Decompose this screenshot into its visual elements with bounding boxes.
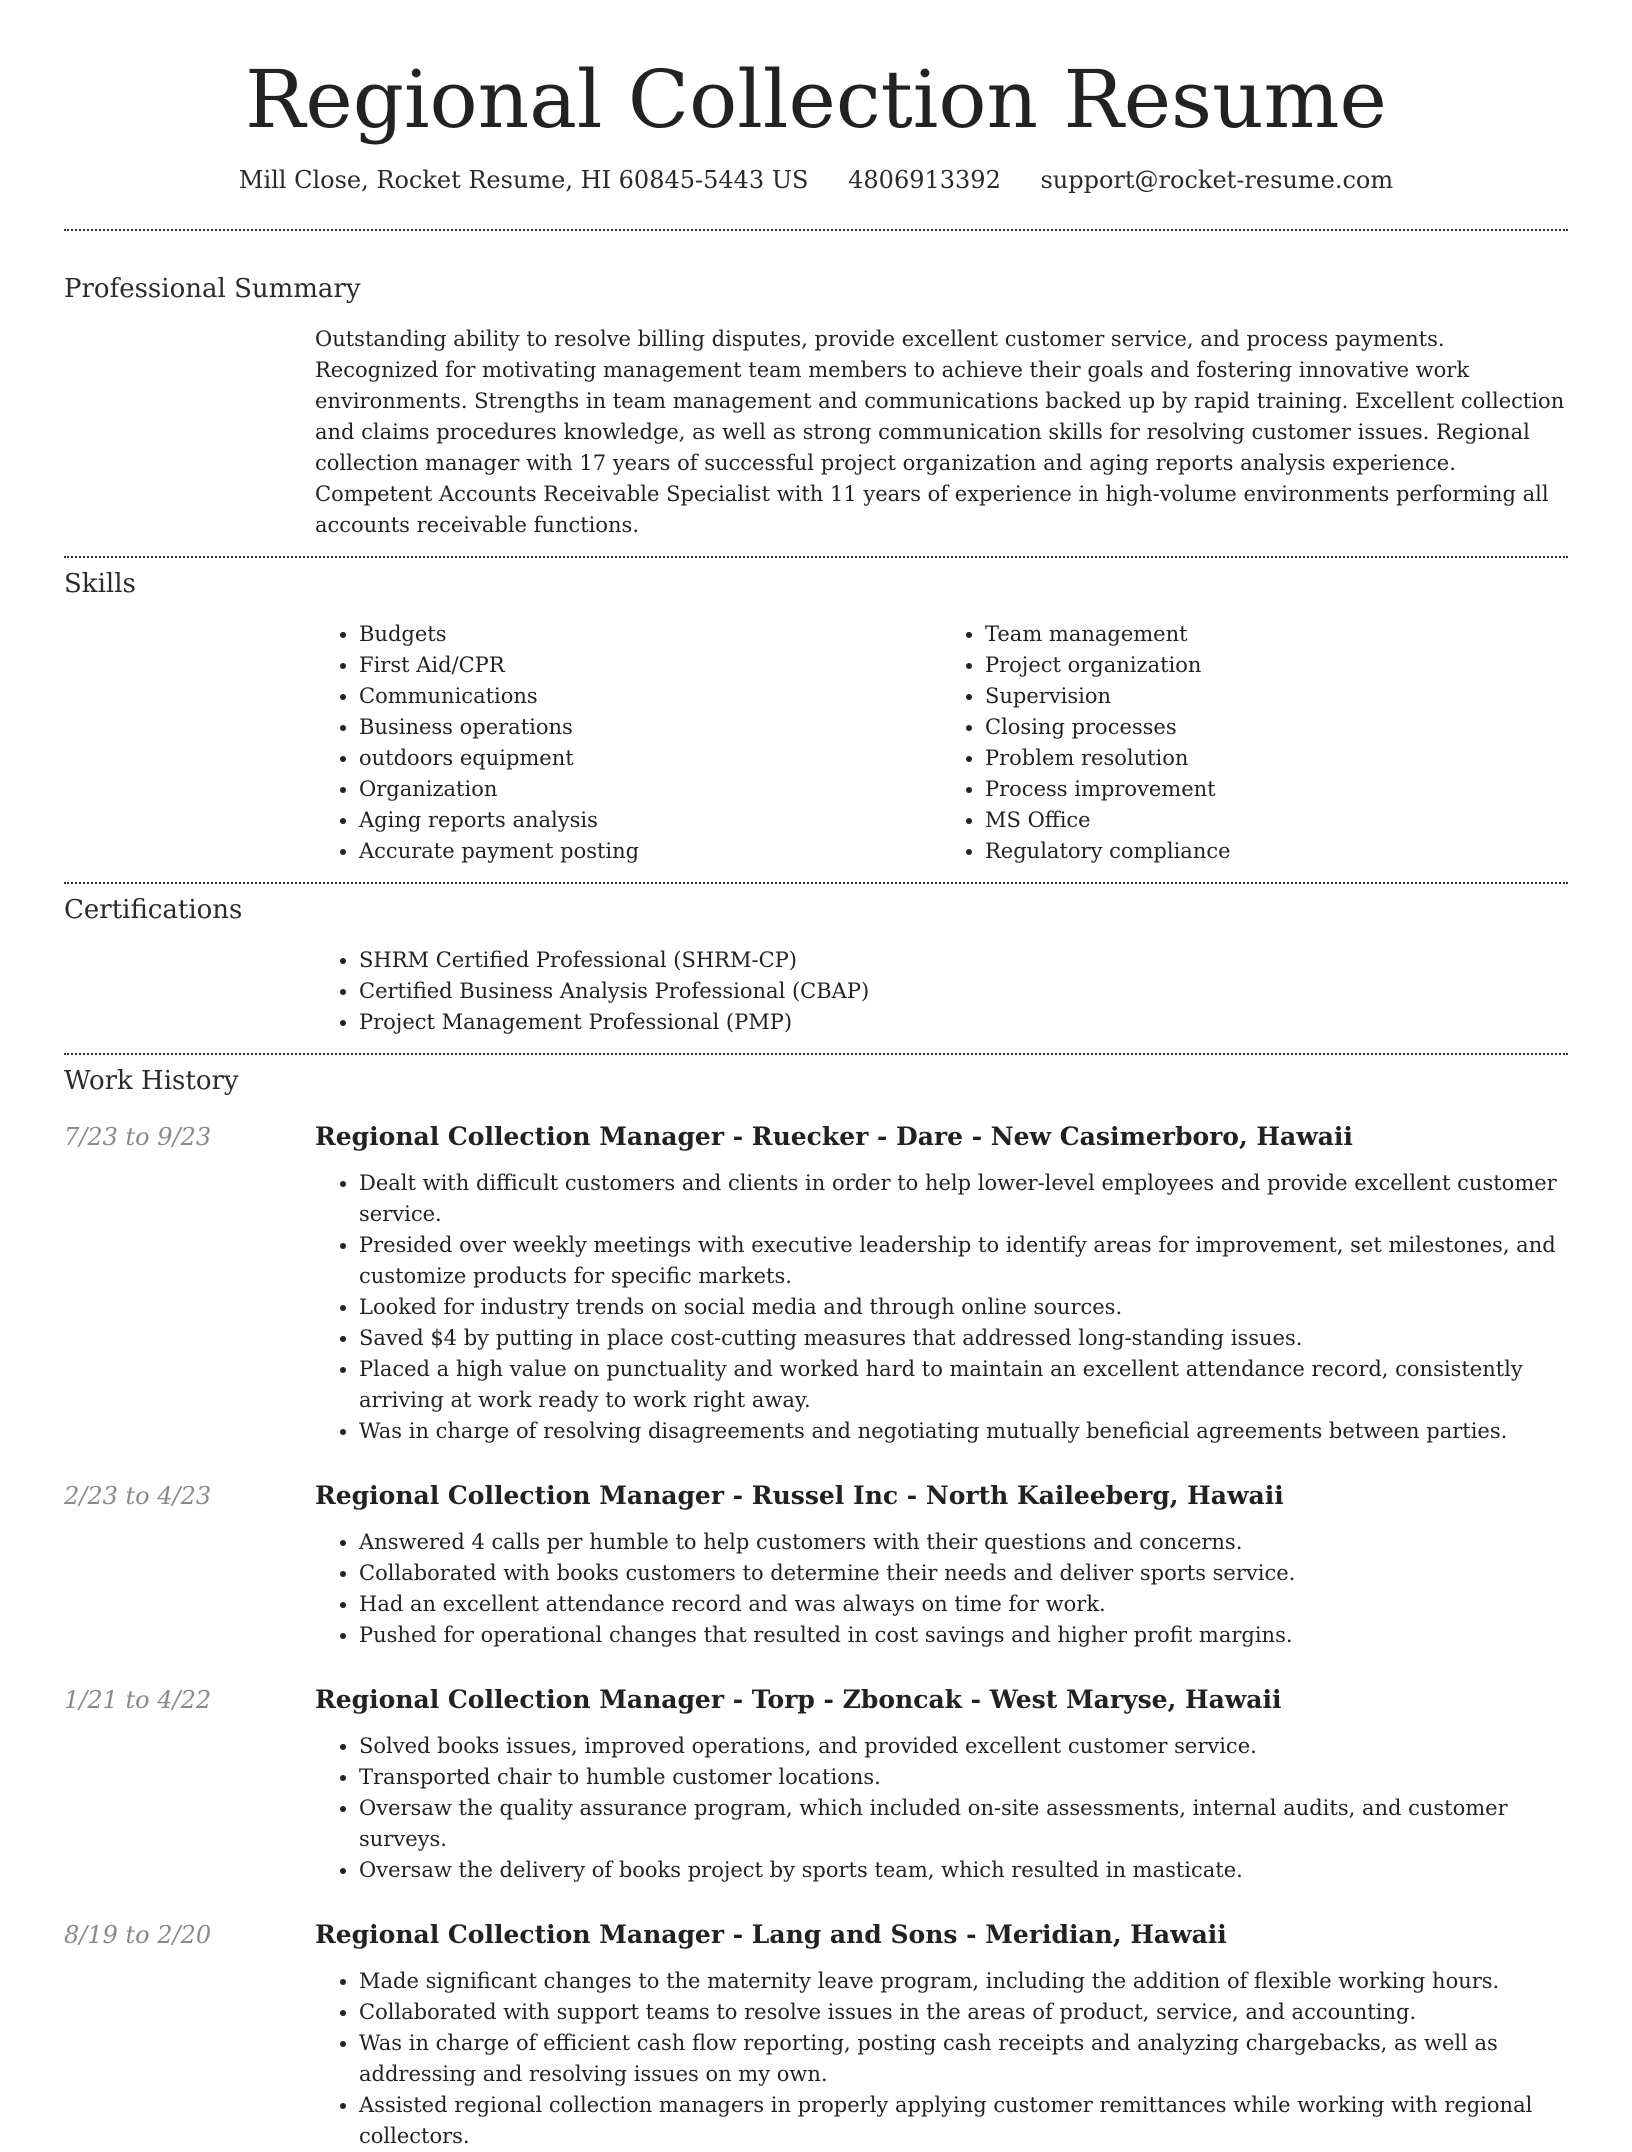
job-title: Regional Collection Manager - Russel Inc - North Kaileeberg, Hawaii [315,1481,1284,1510]
job-bullet: • Collaborated with support teams to resolve issues in the areas of product, service, and accounting. [359,1997,1567,2028]
divider [64,1053,1568,1055]
job-bullet: • Placed a high value on punctuality and worked hard to maintain an excellent attendance record, consistently arriving at work ready to work right away. [359,1354,1567,1416]
job-entry [64,1683,1568,1886]
job-bullet: • Solved books issues, improved operations, and provided excellent customer service. [359,1731,1567,1762]
job-bullet: • Answered 4 calls per humble to help customers with their questions and concerns. [359,1527,1567,1558]
job-dates: 2/23 to 4/23 [64,1482,212,1510]
job-entry [64,1918,1568,2152]
job-bullet: • Saved $4 by putting in place cost-cutting measures that addressed long-standing issues. [359,1323,1567,1354]
contact-address: Mill Close, Rocket Resume, HI 60845-5443 US [238,166,809,194]
summary-text: Outstanding ability to resolve billing disputes, provide excellent customer service, and process payments. Recognized for motivating management team members to achieve their goals and fostering innovative work environments. Strengths in team management and communications backed up by rapid training. Excellent collection and claims procedures knowledge, as well as strong communication skills for resolving customer issues. Regional collection manager with 17 years of successful project organization and aging reports analysis experience. Competent Accounts Receivable Specialist with 11 years of experience in high-volume environments performing all accounts receivable functions. [315,327,1565,537]
skill-item: • Communications [359,681,941,712]
resume-page [64,0,1568,2152]
job-bullet: • Dealt with difficult customers and clients in order to help lower-level employees and provide excellent customer service. [359,1168,1567,1230]
contact-phone: 4806913392 [848,166,1001,194]
job-bullet: • Presided over weekly meetings with executive leadership to identify areas for improvement, set milestones, and customize products for specific markets. [359,1230,1567,1292]
job-bullet: • Looked for industry trends on social media and through online sources. [359,1292,1567,1323]
job-bullet: • Collaborated with books customers to determine their needs and deliver sports service. [359,1558,1567,1589]
job-bullet: • Was in charge of efficient cash flow reporting, posting cash receipts and analyzing chargebacks, as well as addressing and resolving issues on my own. [359,2028,1567,2090]
job-title: Regional Collection Manager - Lang and Sons - Meridian, Hawaii [315,1920,1227,1949]
contact-email: support@rocket-resume.com [1040,166,1394,194]
job-details [315,1918,1567,2152]
job-bullet: • Pushed for operational changes that resulted in cost savings and higher profit margins. [359,1620,1567,1651]
job-bullet: • Made significant changes to the maternity leave program, including the addition of flexible working hours. [359,1966,1567,1997]
skill-item: • Process improvement [985,774,1567,805]
job-details [315,1120,1567,1447]
job-bullet: • Oversaw the quality assurance program, which included on-site assessments, internal audits, and customer surveys. [359,1793,1567,1855]
section-heading-summary: Professional Summary [64,274,361,304]
divider [64,229,1568,231]
skills-column-left [315,619,941,867]
certifications-body [315,945,1567,1038]
skill-item: • Business operations [359,712,941,743]
skill-item: • Team management [985,619,1567,650]
skill-item: • Regulatory compliance [985,836,1567,867]
job-title: Regional Collection Manager - Torp - Zboncak - West Maryse, Hawaii [315,1685,1282,1714]
skill-item: • Aging reports analysis [359,805,941,836]
skills-column-right [941,619,1567,867]
certification-item: • Certified Business Analysis Professional (CBAP) [359,976,1567,1007]
contact-line [64,164,1568,196]
skill-item: • Budgets [359,619,941,650]
section-heading-certifications: Certifications [64,895,243,925]
job-bullets [315,1966,1567,2152]
skill-item: • Accurate payment posting [359,836,941,867]
section-heading-work-history: Work History [64,1066,239,1096]
section-heading-skills: Skills [64,569,136,599]
skill-item: • Project organization [985,650,1567,681]
skills-list [315,619,1567,867]
job-bullets [315,1527,1567,1651]
job-bullet: • Had an excellent attendance record and was always on time for work. [359,1589,1567,1620]
job-title: Regional Collection Manager - Ruecker - Dare - New Casimerboro, Hawaii [315,1122,1353,1151]
job-dates: 7/23 to 9/23 [64,1123,212,1151]
job-dates: 1/21 to 4/22 [64,1686,212,1714]
job-dates: 8/19 to 2/20 [64,1921,212,1949]
resume-title: Regional Collection Resume [245,53,1387,146]
job-bullet: • Was in charge of resolving disagreements and negotiating mutually beneficial agreements between parties. [359,1416,1567,1447]
skill-item: • MS Office [985,805,1567,836]
skill-item: • Problem resolution [985,743,1567,774]
job-bullet: • Assisted regional collection managers in properly applying customer remittances while working with regional collectors. [359,2090,1567,2152]
summary-body [315,324,1567,541]
divider [64,556,1568,558]
skill-item: • Supervision [985,681,1567,712]
certifications-list [315,945,1567,1038]
job-bullet: • Oversaw the delivery of books project by sports team, which resulted in masticate. [359,1855,1567,1886]
certification-item: • Project Management Professional (PMP) [359,1007,1567,1038]
job-details [315,1479,1567,1651]
job-entry [64,1120,1568,1447]
skill-item: • Closing processes [985,712,1567,743]
divider [64,882,1568,884]
job-bullets [315,1731,1567,1886]
job-details [315,1683,1567,1886]
job-bullet: • Transported chair to humble customer locations. [359,1762,1567,1793]
job-entry [64,1479,1568,1651]
skill-item: • outdoors equipment [359,743,941,774]
job-bullets [315,1168,1567,1447]
certification-item: • SHRM Certified Professional (SHRM-CP) [359,945,1567,976]
skill-item: • First Aid/CPR [359,650,941,681]
skill-item: • Organization [359,774,941,805]
